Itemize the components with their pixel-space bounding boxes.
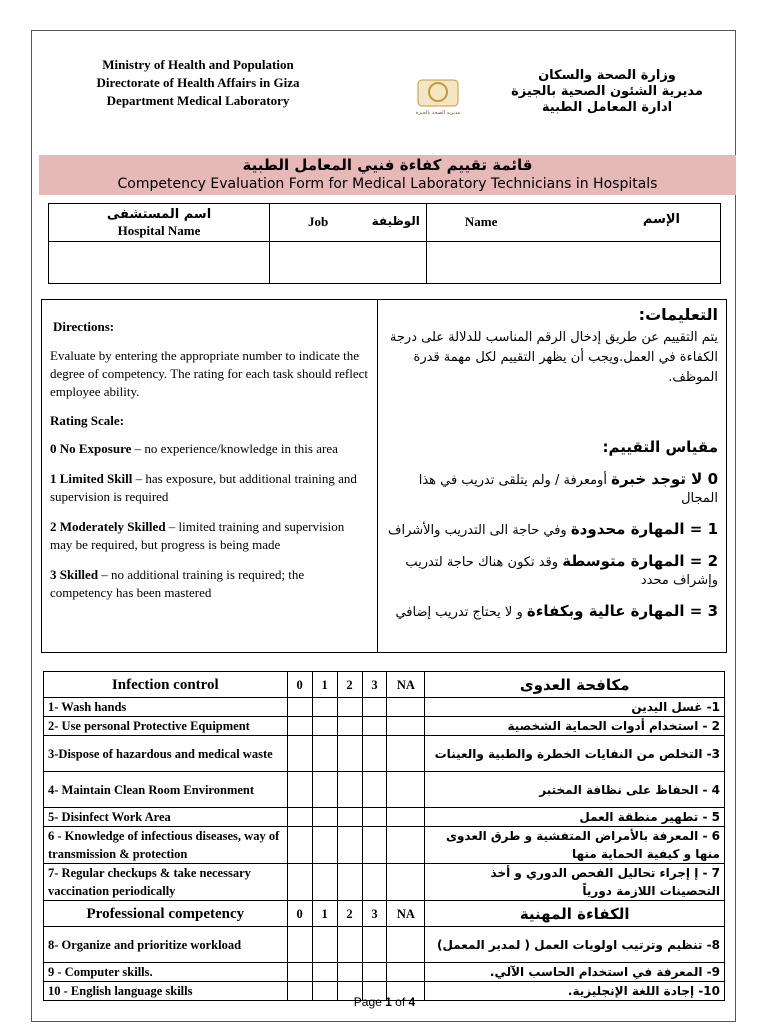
score-cell[interactable]: [312, 808, 337, 827]
competency-ar: 5 - تطهير منطقة العمل: [425, 808, 725, 827]
score-cell[interactable]: [287, 963, 312, 982]
score-cell[interactable]: [387, 772, 425, 808]
score-cell[interactable]: [337, 963, 362, 982]
logo-caption: مديرية الصحة بالجيزة: [415, 110, 461, 116]
competency-en: 5- Disinfect Work Area: [44, 808, 288, 827]
competency-row: [44, 698, 725, 717]
directions-box: [41, 299, 727, 653]
form-page: [31, 30, 736, 1022]
score-cell[interactable]: [312, 698, 337, 717]
section-title-ar: مكافحة العدوى: [425, 672, 725, 698]
score-cell[interactable]: [287, 808, 312, 827]
rating-scale-item-en: 0 No Exposure – no experience/knowledge in this area: [50, 441, 338, 456]
job-input[interactable]: [270, 242, 427, 284]
competency-row: [44, 717, 725, 736]
score-cell[interactable]: [362, 736, 387, 772]
rating-scale-title-en: Rating Scale:: [50, 413, 125, 428]
hospital-name-input[interactable]: [49, 242, 270, 284]
form-title-band: [39, 155, 736, 195]
competency-ar: 10- إجادة اللغة الإنجليزية.: [425, 982, 725, 1001]
score-cell[interactable]: [312, 927, 337, 963]
competency-row: [44, 827, 725, 864]
score-cell[interactable]: [337, 827, 362, 864]
section-title-en: Infection control: [44, 672, 288, 698]
score-cell[interactable]: [287, 736, 312, 772]
directions-title-ar: التعليمات:: [638, 305, 718, 324]
score-cell[interactable]: [312, 736, 337, 772]
score-cell[interactable]: [287, 772, 312, 808]
competency-en: 9 - Computer skills.: [44, 963, 288, 982]
score-cell[interactable]: [287, 827, 312, 864]
competency-en: 4- Maintain Clean Room Environment: [44, 772, 288, 808]
competency-en: 3-Dispose of hazardous and medical waste: [44, 736, 288, 772]
section-title-en: Professional competency: [44, 901, 288, 927]
score-cell[interactable]: [362, 927, 387, 963]
rating-scale-item-en: 1 Limited Skill – has exposure, but additional training and supervision is required: [50, 471, 357, 504]
competency-ar: 7 - إ إجراء تحاليل الفحص الدوري و أخذ التحصينات اللازمة دورياً: [425, 864, 725, 901]
score-header: 0: [287, 901, 312, 927]
score-cell[interactable]: [387, 963, 425, 982]
score-cell[interactable]: [362, 772, 387, 808]
score-header: 2: [337, 901, 362, 927]
name-header: Name الإسم: [426, 204, 720, 242]
score-cell[interactable]: [337, 698, 362, 717]
score-cell[interactable]: [337, 717, 362, 736]
competency-ar: 1- غسل اليدين: [425, 698, 725, 717]
competency-row: [44, 864, 725, 901]
directions-arabic: [379, 300, 726, 652]
competency-en: 6 - Knowledge of infectious diseases, way of transmission & protection: [44, 827, 288, 864]
competency-ar: 4 - الحفاظ على نظافة المختبر: [425, 772, 725, 808]
score-cell[interactable]: [337, 772, 362, 808]
score-cell[interactable]: [337, 927, 362, 963]
header-en-line-ministry: Ministry of Health and Population: [102, 57, 294, 72]
score-cell[interactable]: [387, 736, 425, 772]
score-cell[interactable]: [312, 864, 337, 901]
competency-en: 2- Use personal Protective Equipment: [44, 717, 288, 736]
score-header: 2: [337, 672, 362, 698]
score-cell[interactable]: [312, 772, 337, 808]
score-cell[interactable]: [387, 717, 425, 736]
competency-ar: 6 - المعرفة بالأمراض المتفشية و طرق العدوى منها و كيفية الحماية منها: [425, 827, 725, 864]
rating-scale-item-ar: 3 = المهارة عالية وبكفاءة و لا يحتاج تدريب إضافي: [395, 602, 718, 620]
competency-ar: 9- المعرفة في استخدام الحاسب الآلي.: [425, 963, 725, 982]
competency-row: [44, 808, 725, 827]
section-header-row: [44, 901, 725, 927]
score-header: NA: [387, 672, 425, 698]
rating-scale-item-ar: 0 لا توجد خبرة أومعرفة / ولم يتلقى تدريب في هذا المجال: [418, 470, 718, 506]
score-cell[interactable]: [312, 827, 337, 864]
score-cell[interactable]: [387, 808, 425, 827]
rating-scale-item-ar: 1 = المهارة محدودة وفي حاجة الى التدريب والأشراف: [387, 520, 718, 538]
score-cell[interactable]: [312, 963, 337, 982]
name-input[interactable]: [426, 242, 720, 284]
score-cell[interactable]: [287, 698, 312, 717]
rating-scale-item-ar: 2 = المهارة متوسطة وقد تكون هناك حاجة لتدريب وإشراف محدد: [405, 552, 718, 588]
form-title-arabic: قائمة تقييم كفاءة فنيي المعامل الطبية: [242, 156, 533, 174]
form-title-english: Competency Evaluation Form for Medical Laboratory Technicians in Hospitals: [117, 176, 658, 192]
competency-en: 7- Regular checkups & take necessary vaccination periodically: [44, 864, 288, 901]
competency-en: 1- Wash hands: [44, 698, 288, 717]
competency-row: [44, 736, 725, 772]
score-cell[interactable]: [287, 717, 312, 736]
header-en-line-directorate: Directorate of Health Affairs in Giza: [96, 75, 300, 90]
competency-en: 8- Organize and prioritize workload: [44, 927, 288, 963]
score-cell[interactable]: [362, 864, 387, 901]
directions-body-en: Evaluate by entering the appropriate number to indicate the degree of competency. The rating for each task should reflect employee ability.: [50, 348, 368, 399]
rating-scale-title-ar: مقياس التقييم:: [602, 438, 718, 456]
evaluation-table: [43, 671, 725, 1001]
header-ar-line-ministry: وزارة الصحة والسكان: [538, 68, 676, 83]
score-header: 3: [362, 672, 387, 698]
score-cell[interactable]: [337, 808, 362, 827]
score-cell[interactable]: [387, 864, 425, 901]
rating-scale-item-en: 2 Moderately Skilled – limited training and supervision may be required, but progress is being made: [50, 519, 345, 552]
section-header-row: [44, 672, 725, 698]
competency-ar: 2 - استخدام أدوات الحماية الشخصية: [425, 717, 725, 736]
score-cell[interactable]: [362, 963, 387, 982]
header-arabic: [487, 68, 727, 116]
ministry-logo: [382, 66, 462, 122]
header-english: [94, 56, 302, 110]
score-cell[interactable]: [337, 736, 362, 772]
score-cell[interactable]: [362, 808, 387, 827]
rating-scale-item-en: 3 Skilled – no additional training is required; the competency has been mastered: [50, 567, 305, 600]
competency-ar: 8- تنظيم وترتيب اولويات العمل ( لمدير المعمل): [425, 927, 725, 963]
score-cell[interactable]: [387, 698, 425, 717]
job-header: Job الوظيفة: [270, 204, 427, 242]
score-header: NA: [387, 901, 425, 927]
score-header: 3: [362, 901, 387, 927]
competency-row: [44, 927, 725, 963]
score-cell[interactable]: [337, 864, 362, 901]
competency-ar: 3- التخلص من النفايات الخطرة والطبية والعينات: [425, 736, 725, 772]
score-cell[interactable]: [287, 927, 312, 963]
header-ar-line-department: ادارة المعامل الطبية: [541, 100, 673, 115]
score-header: 1: [312, 901, 337, 927]
score-cell[interactable]: [362, 698, 387, 717]
competency-en: 10 - English language skills: [44, 982, 288, 1001]
hospital-info-table: [48, 203, 721, 284]
header-ar-line-directorate: مديرية الشئون الصحية بالجيزة: [511, 84, 703, 99]
competency-row: [44, 772, 725, 808]
score-cell[interactable]: [362, 827, 387, 864]
score-cell[interactable]: [387, 927, 425, 963]
score-cell[interactable]: [387, 827, 425, 864]
section-title-ar: الكفاءة المهنية: [425, 901, 725, 927]
directions-english: [42, 300, 378, 652]
header-en-line-department: Department Medical Laboratory: [106, 93, 290, 108]
competency-row: [44, 963, 725, 982]
score-cell[interactable]: [312, 717, 337, 736]
score-cell[interactable]: [362, 717, 387, 736]
directions-title-en: Directions:: [53, 319, 115, 334]
hospital-name-header: اسم المستشفى Hospital Name: [49, 204, 270, 242]
score-cell[interactable]: [287, 864, 312, 901]
page-number: Page 1 of 4: [353, 995, 416, 1009]
directions-body-ar: يتم التقييم عن طريق إدخال الرقم المناسب للدلالة على درجة الكفاءة في العمل.ويجب أن يظهر التقييم لكل مهمة قدرة الموظف.: [389, 330, 718, 385]
score-header: 0: [287, 672, 312, 698]
score-header: 1: [312, 672, 337, 698]
